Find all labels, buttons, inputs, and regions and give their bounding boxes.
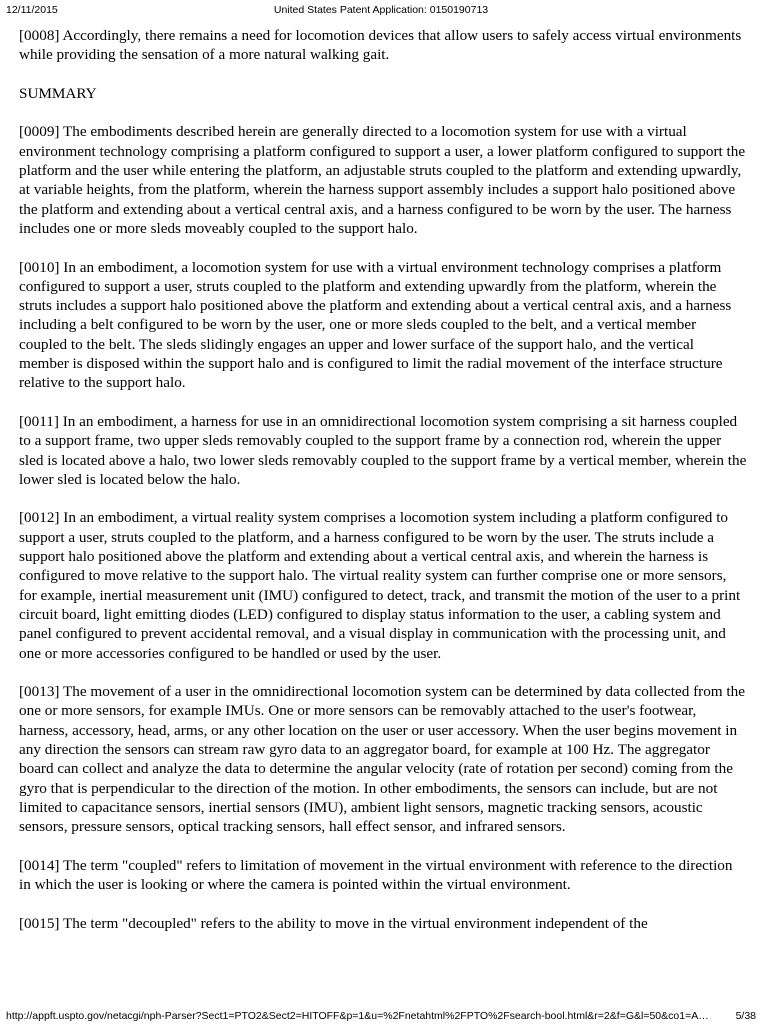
paragraph-0015: [0015] The term "decoupled" refers to the ability to move in the virtual environment independent of the [19,914,648,932]
paragraph-0013: [0013] The movement of a user in the omnidirectional locomotion system can be determined by data collected from the one or more sensors, for example IMUs. One or more sensors can be removably attached to the user's footwear, harness, accessory, head, arms, or any other location on the user or user accessory. When the user begins movement in any direction the sensors can stream raw gyro data to an aggregator board, for example at 100 Hz. The aggregator board can collect and analyze the data to determine the angular velocity (rate of rotation per second) coming from the gyro that is perpendicular to the direction of the motion. In other embodiments, the sensors can include, but are not limited to capacitance sensors, inertial sensors (IMU), ambient light sensors, magnetic tracking sensors, acoustic sensors, pressure sensors, optical tracking sensors, hall effect sensor, and infrared sensors. [19,683,745,836]
document-body [19,26,747,952]
paragraph-0012: [0012] In an embodiment, a virtual reality system comprises a locomotion system including a platform configured to support a user, struts coupled to the platform, and a harness configured to be worn by the user. The struts include a support halo positioned above the platform and extending about a vertical central axis, and wherein the harness is configured to move relative to the support halo. The virtual reality system can further comprise one or more sensors, for example, inertial measurement unit (IMU) configured to detect, track, and transmit the motion of the user to a print circuit board, light emitting diodes (LED) configured to display status information to the user, a cabling system and panel configured to prevent accidental removal, and a visual display in communication with the processing unit, and one or more accessories configured to be handled or used by the user. [19,509,741,662]
page-header [6,4,756,18]
source-url[interactable]: http://appft.uspto.gov/netacgi/nph-Parser?Sect1=PTO2&Sect2=HITOFF&p=1&u=%2Fnetahtml%2FPTO%2Fsearch-bool.html&r=2&f=G&l=50&co1=A… [6,1010,709,1022]
print-date: 12/11/2015 [6,4,58,16]
paragraph-0008: [0008] Accordingly, there remains a need for locomotion devices that allow users to safely access virtual environments while providing the sensation of a more natural walking gait. [19,27,742,64]
paragraph-0011: [0011] In an embodiment, a harness for use in an omnidirectional locomotion system comprising a sit harness coupled to a support frame, two upper sleds removably coupled to the support frame by a connection rod, wherein the upper sled is located above a halo, two lower sleds removably coupled to the support frame by a vertical member, wherein the lower sled is located below the halo. [19,412,747,488]
page-number: 5/38 [735,1010,756,1022]
page-footer [6,1010,756,1024]
document-title: United States Patent Application: 0150190713 [273,4,489,16]
paragraph-0009: [0009] The embodiments described herein are generally directed to a locomotion system for use with a virtual environment technology comprising a platform configured to support a user, a lower platform configured to support the platform and the user while entering the platform, an adjustable struts coupled to the platform and extending upwardly, at variable heights, from the platform, wherein the harness support assembly includes a support halo positioned above the platform and extending about a vertical central axis, and a harness configured to be worn by the user. The harness includes one or more sleds moveably coupled to the support halo. [19,123,746,237]
paragraph-0014: [0014] The term "coupled" refers to limitation of movement in the virtual environment with reference to the direction in which the user is looking or where the camera is pointed within the virtual environment. [19,856,733,894]
section-heading-summary: SUMMARY [19,84,97,102]
paragraph-0010: [0010] In an embodiment, a locomotion system for use with a virtual environment technology comprises a platform configured to support a user, struts coupled to the platform and extending upwardly from the platform, wherein the struts includes a support halo positioned above the platform and extending about a vertical central axis, and a harness including a belt configured to be worn by the user, one or more sleds coupled to the belt, and a vertical member coupled to the belt. The sleds slidingly engages an upper and lower surface of the support halo, and the vertical member is disposed within the support halo and is configured to limit the radial movement of the interface structure relative to the support halo. [19,258,732,392]
